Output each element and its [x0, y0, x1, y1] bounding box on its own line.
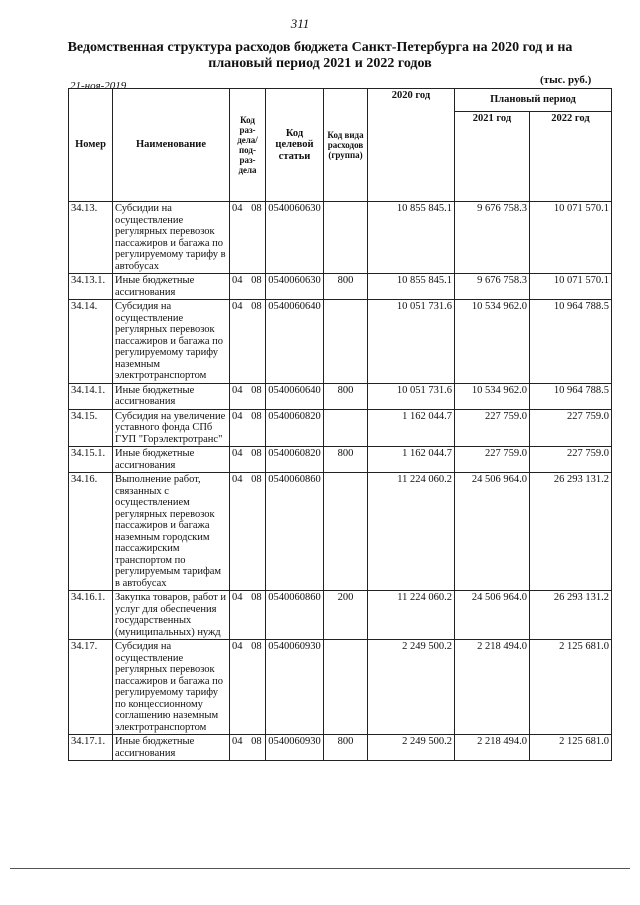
- row-amount-2020-cell: 1 162 044.7: [368, 447, 455, 473]
- header-planned-period: Плановый период: [455, 89, 612, 112]
- row-amount-2020-cell: 2 249 500.2: [368, 735, 455, 761]
- row-amount-2020-cell: 10 051 731.6: [368, 383, 455, 409]
- row-number-cell: 34.13.: [69, 202, 113, 274]
- table-row: [69, 735, 612, 761]
- row-amount-2021-cell: 10 534 962.0: [455, 300, 530, 384]
- row-section-code-cell: 04 08: [230, 409, 266, 447]
- row-expense-group-cell: [324, 473, 368, 591]
- table-row: [69, 640, 612, 735]
- row-section-code-cell: 04 08: [230, 447, 266, 473]
- row-amount-2021-cell: 24 506 964.0: [455, 473, 530, 591]
- row-amount-2022-cell: 10 964 788.5: [530, 300, 612, 384]
- row-expense-group-cell: 200: [324, 591, 368, 640]
- units-label: (тыс. руб.): [540, 74, 592, 86]
- row-target-code-cell: 0540060860: [266, 591, 324, 640]
- row-amount-2021-cell: 2 218 494.0: [455, 640, 530, 735]
- row-name-cell: Иные бюджетные ассигнования: [113, 735, 230, 761]
- row-amount-2022-cell: 227 759.0: [530, 409, 612, 447]
- header-2020: 2020 год: [368, 89, 455, 202]
- table-row: [69, 473, 612, 591]
- row-target-code-cell: 0540060630: [266, 202, 324, 274]
- row-target-code-cell: 0540060860: [266, 473, 324, 591]
- row-number-cell: 34.17.1.: [69, 735, 113, 761]
- row-name-cell: Иные бюджетные ассигнования: [113, 383, 230, 409]
- row-amount-2021-cell: 227 759.0: [455, 447, 530, 473]
- row-number-cell: 34.15.: [69, 409, 113, 447]
- row-amount-2020-cell: 10 855 845.1: [368, 274, 455, 300]
- table-row: [69, 383, 612, 409]
- row-section-code-cell: 04 08: [230, 202, 266, 274]
- table-row: [69, 409, 612, 447]
- row-amount-2022-cell: 227 759.0: [530, 447, 612, 473]
- row-amount-2021-cell: 9 676 758.3: [455, 274, 530, 300]
- row-amount-2020-cell: 10 051 731.6: [368, 300, 455, 384]
- row-number-cell: 34.17.: [69, 640, 113, 735]
- row-number-cell: 34.14.1.: [69, 383, 113, 409]
- row-amount-2022-cell: 2 125 681.0: [530, 735, 612, 761]
- header-section-code: Код раз-дела/ под-раз-дела: [230, 89, 266, 202]
- row-number-cell: 34.14.: [69, 300, 113, 384]
- row-target-code-cell: 0540060630: [266, 274, 324, 300]
- row-amount-2022-cell: 26 293 131.2: [530, 473, 612, 591]
- row-number-cell: 34.16.: [69, 473, 113, 591]
- row-amount-2021-cell: 227 759.0: [455, 409, 530, 447]
- row-amount-2021-cell: 10 534 962.0: [455, 383, 530, 409]
- row-expense-group-cell: 800: [324, 447, 368, 473]
- document-date: 21-ноя-2019: [70, 80, 127, 92]
- row-name-cell: Субсидия на осуществление регулярных перевозок пассажиров и багажа по регулируемому тарифу по концессионному соглашению наземным электротранспортом: [113, 640, 230, 735]
- row-expense-group-cell: 800: [324, 735, 368, 761]
- row-name-cell: Субсидия на осуществление регулярных перевозок пассажиров и багажа по регулируемому тарифу наземным электротранспортом: [113, 300, 230, 384]
- table-row: [69, 202, 612, 274]
- header-expense-group: Код вида расходов (группа): [324, 89, 368, 202]
- row-number-cell: 34.15.1.: [69, 447, 113, 473]
- row-section-code-cell: 04 08: [230, 300, 266, 384]
- row-amount-2020-cell: 11 224 060.2: [368, 473, 455, 591]
- table-row: [69, 300, 612, 384]
- table-row: [69, 591, 612, 640]
- row-section-code-cell: 04 08: [230, 735, 266, 761]
- row-expense-group-cell: [324, 409, 368, 447]
- row-amount-2020-cell: 1 162 044.7: [368, 409, 455, 447]
- row-name-cell: Выполнение работ, связанных с осуществлением регулярных перевозок пассажиров и багажа наземным городским пассажирским транспортом по регулируемым тарифам в автобусах: [113, 473, 230, 591]
- row-number-cell: 34.13.1.: [69, 274, 113, 300]
- row-amount-2021-cell: 2 218 494.0: [455, 735, 530, 761]
- row-expense-group-cell: [324, 300, 368, 384]
- row-target-code-cell: 0540060640: [266, 300, 324, 384]
- row-amount-2022-cell: 2 125 681.0: [530, 640, 612, 735]
- row-amount-2022-cell: 10 964 788.5: [530, 383, 612, 409]
- row-section-code-cell: 04 08: [230, 640, 266, 735]
- row-target-code-cell: 0540060930: [266, 735, 324, 761]
- header-name: Наименование: [113, 89, 230, 202]
- row-target-code-cell: 0540060820: [266, 447, 324, 473]
- row-target-code-cell: 0540060640: [266, 383, 324, 409]
- table-body: [69, 202, 612, 761]
- table-row: [69, 447, 612, 473]
- row-name-cell: Субсидии на осуществление регулярных перевозок пассажиров и багажа по регулируемому тарифу в автобусах: [113, 202, 230, 274]
- row-section-code-cell: 04 08: [230, 591, 266, 640]
- row-name-cell: Иные бюджетные ассигнования: [113, 447, 230, 473]
- row-expense-group-cell: 800: [324, 274, 368, 300]
- page-number: 311: [290, 16, 310, 31]
- row-expense-group-cell: [324, 202, 368, 274]
- document-title: Ведомственная структура расходов бюджета Санкт-Петербурга на 2020 год и на плановый период 2021 и 2022 годов: [67, 40, 573, 71]
- row-amount-2020-cell: 2 249 500.2: [368, 640, 455, 735]
- row-section-code-cell: 04 08: [230, 473, 266, 591]
- row-name-cell: Закупка товаров, работ и услуг для обеспечения государственных (муниципальных) нужд: [113, 591, 230, 640]
- row-name-cell: Иные бюджетные ассигнования: [113, 274, 230, 300]
- row-number-cell: 34.16.1.: [69, 591, 113, 640]
- row-name-cell: Субсидия на увеличение уставного фонда СПб ГУП "Горэлектротранс": [113, 409, 230, 447]
- row-expense-group-cell: 800: [324, 383, 368, 409]
- row-amount-2020-cell: 11 224 060.2: [368, 591, 455, 640]
- row-target-code-cell: 0540060820: [266, 409, 324, 447]
- row-amount-2022-cell: 10 071 570.1: [530, 202, 612, 274]
- header-number: Номер: [69, 89, 113, 202]
- row-section-code-cell: 04 08: [230, 274, 266, 300]
- bottom-rule: [10, 868, 630, 869]
- row-amount-2020-cell: 10 855 845.1: [368, 202, 455, 274]
- row-expense-group-cell: [324, 640, 368, 735]
- header-2022: 2022 год: [530, 111, 612, 201]
- budget-table: [68, 88, 612, 761]
- row-target-code-cell: 0540060930: [266, 640, 324, 735]
- header-target-code: Код целевой статьи: [266, 89, 324, 202]
- header-2021: 2021 год: [455, 111, 530, 201]
- table-row: [69, 274, 612, 300]
- row-amount-2022-cell: 10 071 570.1: [530, 274, 612, 300]
- row-amount-2021-cell: 9 676 758.3: [455, 202, 530, 274]
- row-section-code-cell: 04 08: [230, 383, 266, 409]
- row-amount-2022-cell: 26 293 131.2: [530, 591, 612, 640]
- row-amount-2021-cell: 24 506 964.0: [455, 591, 530, 640]
